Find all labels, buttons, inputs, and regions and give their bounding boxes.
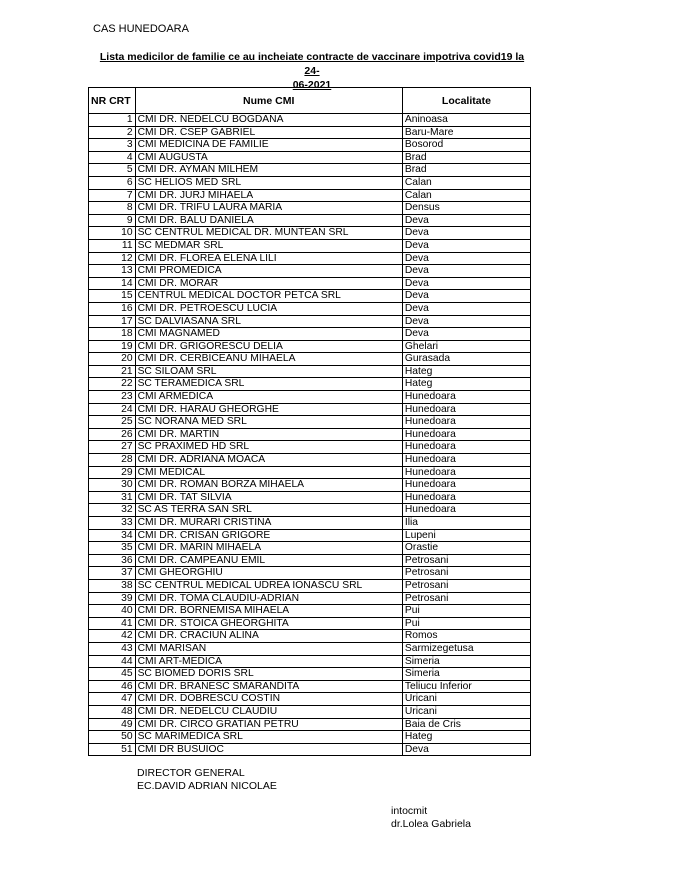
locality-cell: Deva xyxy=(402,302,530,315)
director-signature-block xyxy=(137,767,277,793)
row-number-cell: 30 xyxy=(89,479,136,492)
clinic-name-cell: CMI DR. AYMAN MILHEM xyxy=(135,164,402,177)
row-number-cell: 47 xyxy=(89,693,136,706)
locality-cell: Ghelari xyxy=(402,340,530,353)
table-row xyxy=(89,705,531,718)
clinic-name-cell: CMI MAGNAMED xyxy=(135,328,402,341)
table-row xyxy=(89,227,531,240)
organization-name: CAS HUNEDOARA xyxy=(93,23,189,35)
row-number-cell: 7 xyxy=(89,189,136,202)
row-number-cell: 49 xyxy=(89,718,136,731)
prepared-by-block xyxy=(391,805,471,831)
prepared-by-name: dr.Lolea Gabriela xyxy=(391,818,471,830)
locality-cell: Hateg xyxy=(402,378,530,391)
row-number-cell: 15 xyxy=(89,290,136,303)
table-row xyxy=(89,202,531,215)
table-row xyxy=(89,655,531,668)
table-row xyxy=(89,428,531,441)
table-row xyxy=(89,617,531,630)
row-number-cell: 13 xyxy=(89,265,136,278)
table-body xyxy=(89,114,531,756)
table-row xyxy=(89,579,531,592)
row-number-cell: 31 xyxy=(89,491,136,504)
row-number-cell: 42 xyxy=(89,630,136,643)
row-number-cell: 40 xyxy=(89,605,136,618)
clinic-name-cell: CMI DR. CERBICEANU MIHAELA xyxy=(135,353,402,366)
table-row xyxy=(89,164,531,177)
locality-cell: Simeria xyxy=(402,668,530,681)
table-row xyxy=(89,265,531,278)
clinic-name-cell: SC HELIOS MED SRL xyxy=(135,176,402,189)
row-number-cell: 3 xyxy=(89,139,136,152)
row-number-cell: 11 xyxy=(89,239,136,252)
locality-cell: Petrosani xyxy=(402,554,530,567)
row-number-cell: 32 xyxy=(89,504,136,517)
clinic-name-cell: SC CENTRUL MEDICAL UDREA IONASCU SRL xyxy=(135,579,402,592)
row-number-cell: 34 xyxy=(89,529,136,542)
table-row xyxy=(89,214,531,227)
row-number-cell: 50 xyxy=(89,731,136,744)
locality-cell: Gurasada xyxy=(402,353,530,366)
clinic-name-cell: CMI DR. DOBRESCU COSTIN xyxy=(135,693,402,706)
row-number-cell: 41 xyxy=(89,617,136,630)
locality-cell: Hunedoara xyxy=(402,454,530,467)
table-row xyxy=(89,416,531,429)
clinic-name-cell: CMI DR. TRIFU LAURA MARIA xyxy=(135,202,402,215)
clinic-name-cell: CMI DR. ROMAN BORZA MIHAELA xyxy=(135,479,402,492)
clinic-name-cell: SC PRAXIMED HD SRL xyxy=(135,441,402,454)
table-row xyxy=(89,277,531,290)
row-number-cell: 18 xyxy=(89,328,136,341)
locality-cell: Hunedoara xyxy=(402,504,530,517)
table-row xyxy=(89,731,531,744)
locality-cell: Deva xyxy=(402,252,530,265)
row-number-cell: 51 xyxy=(89,743,136,756)
table-row xyxy=(89,252,531,265)
table-row xyxy=(89,630,531,643)
locality-cell: Deva xyxy=(402,214,530,227)
column-header-name: Nume CMI xyxy=(135,88,402,114)
clinic-name-cell: SC CENTRUL MEDICAL DR. MUNTEAN SRL xyxy=(135,227,402,240)
director-name: EC.DAVID ADRIAN NICOLAE xyxy=(137,780,277,792)
row-number-cell: 27 xyxy=(89,441,136,454)
table-row xyxy=(89,542,531,555)
locality-cell: Hateg xyxy=(402,365,530,378)
clinic-name-cell: SC NORANA MED SRL xyxy=(135,416,402,429)
locality-cell: Petrosani xyxy=(402,567,530,580)
row-number-cell: 22 xyxy=(89,378,136,391)
table-row xyxy=(89,454,531,467)
document-title xyxy=(92,50,532,92)
table-row xyxy=(89,126,531,139)
table-row xyxy=(89,353,531,366)
locality-cell: Baru-Mare xyxy=(402,126,530,139)
title-line-2: 06-2021 xyxy=(292,79,332,91)
table-row xyxy=(89,504,531,517)
row-number-cell: 1 xyxy=(89,114,136,127)
locality-cell: Pui xyxy=(402,605,530,618)
locality-cell: Brad xyxy=(402,151,530,164)
locality-cell: Deva xyxy=(402,743,530,756)
table-row xyxy=(89,605,531,618)
clinic-name-cell: CMI ART-MEDICA xyxy=(135,655,402,668)
table-row xyxy=(89,176,531,189)
table-row xyxy=(89,365,531,378)
locality-cell: Deva xyxy=(402,239,530,252)
table-row xyxy=(89,479,531,492)
table-row xyxy=(89,391,531,404)
row-number-cell: 20 xyxy=(89,353,136,366)
clinic-name-cell: CMI MARISAN xyxy=(135,642,402,655)
clinic-name-cell: CMI DR. CAMPEANU EMIL xyxy=(135,554,402,567)
locality-cell: Calan xyxy=(402,189,530,202)
row-number-cell: 48 xyxy=(89,705,136,718)
row-number-cell: 46 xyxy=(89,680,136,693)
row-number-cell: 17 xyxy=(89,315,136,328)
clinic-name-cell: CMI DR. TOMA CLAUDIU-ADRIAN xyxy=(135,592,402,605)
title-line-1: Lista medicilor de familie ce au incheiate contracte de vaccinare impotriva covid19 la 24- xyxy=(99,51,525,77)
row-number-cell: 39 xyxy=(89,592,136,605)
table-row xyxy=(89,466,531,479)
table-row xyxy=(89,680,531,693)
locality-cell: Deva xyxy=(402,315,530,328)
clinic-name-cell: CMI DR. NEDELCU CLAUDIU xyxy=(135,705,402,718)
table-row xyxy=(89,114,531,127)
table-row xyxy=(89,378,531,391)
clinic-name-cell: CMI DR. TAT SILVIA xyxy=(135,491,402,504)
clinic-name-cell: CMI DR. STOICA GHEORGHITA xyxy=(135,617,402,630)
locality-cell: Bosorod xyxy=(402,139,530,152)
clinic-name-cell: CMI DR. BORNEMISA MIHAELA xyxy=(135,605,402,618)
clinic-name-cell: CMI DR. CSEP GABRIEL xyxy=(135,126,402,139)
physicians-table xyxy=(88,87,531,756)
locality-cell: Orastie xyxy=(402,542,530,555)
clinic-name-cell: SC TERAMEDICA SRL xyxy=(135,378,402,391)
clinic-name-cell: CMI DR. MARTIN xyxy=(135,428,402,441)
clinic-name-cell: CMI DR. CRISAN GRIGORE xyxy=(135,529,402,542)
row-number-cell: 10 xyxy=(89,227,136,240)
locality-cell: Hunedoara xyxy=(402,403,530,416)
row-number-cell: 37 xyxy=(89,567,136,580)
locality-cell: Deva xyxy=(402,277,530,290)
column-header-nr: NR CRT xyxy=(89,88,136,114)
locality-cell: Petrosani xyxy=(402,592,530,605)
locality-cell: Ilia xyxy=(402,517,530,530)
locality-cell: Hunedoara xyxy=(402,479,530,492)
clinic-name-cell: CMI DR. FLOREA ELENA LILI xyxy=(135,252,402,265)
table-row xyxy=(89,302,531,315)
locality-cell: Hunedoara xyxy=(402,391,530,404)
director-title: DIRECTOR GENERAL xyxy=(137,767,245,779)
row-number-cell: 12 xyxy=(89,252,136,265)
locality-cell: Sarmizegetusa xyxy=(402,642,530,655)
clinic-name-cell: SC DALVIASANA SRL xyxy=(135,315,402,328)
table-row xyxy=(89,491,531,504)
row-number-cell: 29 xyxy=(89,466,136,479)
locality-cell: Calan xyxy=(402,176,530,189)
row-number-cell: 43 xyxy=(89,642,136,655)
clinic-name-cell: CMI DR. BALU DANIELA xyxy=(135,214,402,227)
row-number-cell: 19 xyxy=(89,340,136,353)
clinic-name-cell: CMI ARMEDICA xyxy=(135,391,402,404)
prepared-by-label: intocmit xyxy=(391,805,428,817)
table-row xyxy=(89,642,531,655)
table-row xyxy=(89,517,531,530)
clinic-name-cell: CENTRUL MEDICAL DOCTOR PETCA SRL xyxy=(135,290,402,303)
row-number-cell: 28 xyxy=(89,454,136,467)
row-number-cell: 6 xyxy=(89,176,136,189)
locality-cell: Hunedoara xyxy=(402,441,530,454)
clinic-name-cell: SC AS TERRA SAN SRL xyxy=(135,504,402,517)
locality-cell: Teliucu Inferior xyxy=(402,680,530,693)
locality-cell: Deva xyxy=(402,265,530,278)
clinic-name-cell: CMI DR. PETROESCU LUCIA xyxy=(135,302,402,315)
table-row xyxy=(89,151,531,164)
row-number-cell: 21 xyxy=(89,365,136,378)
locality-cell: Uricani xyxy=(402,705,530,718)
table-row xyxy=(89,693,531,706)
locality-cell: Hunedoara xyxy=(402,428,530,441)
clinic-name-cell: CMI AUGUSTA xyxy=(135,151,402,164)
clinic-name-cell: CMI DR. MORAR xyxy=(135,277,402,290)
clinic-name-cell: SC MARIMEDICA SRL xyxy=(135,731,402,744)
locality-cell: Brad xyxy=(402,164,530,177)
clinic-name-cell: CMI DR. NEDELCU BOGDANA xyxy=(135,114,402,127)
row-number-cell: 24 xyxy=(89,403,136,416)
table-row xyxy=(89,592,531,605)
clinic-name-cell: SC BIOMED DORIS SRL xyxy=(135,668,402,681)
row-number-cell: 23 xyxy=(89,391,136,404)
row-number-cell: 8 xyxy=(89,202,136,215)
row-number-cell: 2 xyxy=(89,126,136,139)
clinic-name-cell: CMI DR. MARIN MIHAELA xyxy=(135,542,402,555)
row-number-cell: 9 xyxy=(89,214,136,227)
locality-cell: Pui xyxy=(402,617,530,630)
locality-cell: Deva xyxy=(402,227,530,240)
row-number-cell: 36 xyxy=(89,554,136,567)
table-row xyxy=(89,139,531,152)
row-number-cell: 45 xyxy=(89,668,136,681)
table-row xyxy=(89,441,531,454)
clinic-name-cell: SC SILOAM SRL xyxy=(135,365,402,378)
table-header-row xyxy=(89,88,531,114)
table-row xyxy=(89,340,531,353)
clinic-name-cell: CMI DR. HARAU GHEORGHE xyxy=(135,403,402,416)
row-number-cell: 5 xyxy=(89,164,136,177)
locality-cell: Romos xyxy=(402,630,530,643)
row-number-cell: 35 xyxy=(89,542,136,555)
table-row xyxy=(89,189,531,202)
table-row xyxy=(89,239,531,252)
locality-cell: Lupeni xyxy=(402,529,530,542)
clinic-name-cell: CMI PROMEDICA xyxy=(135,265,402,278)
row-number-cell: 16 xyxy=(89,302,136,315)
table-row xyxy=(89,554,531,567)
clinic-name-cell: CMI MEDICINA DE FAMILIE xyxy=(135,139,402,152)
locality-cell: Hateg xyxy=(402,731,530,744)
clinic-name-cell: CMI DR BUSUIOC xyxy=(135,743,402,756)
clinic-name-cell: CMI DR. MURARI CRISTINA xyxy=(135,517,402,530)
row-number-cell: 14 xyxy=(89,277,136,290)
table-row xyxy=(89,403,531,416)
table-row xyxy=(89,743,531,756)
row-number-cell: 25 xyxy=(89,416,136,429)
row-number-cell: 38 xyxy=(89,579,136,592)
locality-cell: Hunedoara xyxy=(402,491,530,504)
row-number-cell: 44 xyxy=(89,655,136,668)
table-row xyxy=(89,668,531,681)
locality-cell: Deva xyxy=(402,290,530,303)
table-row xyxy=(89,328,531,341)
clinic-name-cell: CMI GHEORGHIU xyxy=(135,567,402,580)
locality-cell: Densus xyxy=(402,202,530,215)
column-header-locality: Localitate xyxy=(402,88,530,114)
table-row xyxy=(89,567,531,580)
locality-cell: Baia de Cris xyxy=(402,718,530,731)
clinic-name-cell: CMI DR. CRACIUN ALINA xyxy=(135,630,402,643)
clinic-name-cell: CMI DR. JURJ MIHAELA xyxy=(135,189,402,202)
clinic-name-cell: CMI MEDICAL xyxy=(135,466,402,479)
table-row xyxy=(89,529,531,542)
row-number-cell: 26 xyxy=(89,428,136,441)
table-row xyxy=(89,315,531,328)
locality-cell: Aninoasa xyxy=(402,114,530,127)
clinic-name-cell: CMI DR. GRIGORESCU DELIA xyxy=(135,340,402,353)
clinic-name-cell: CMI DR. CIRCO GRATIAN PETRU xyxy=(135,718,402,731)
table-row xyxy=(89,718,531,731)
locality-cell: Deva xyxy=(402,328,530,341)
locality-cell: Hunedoara xyxy=(402,466,530,479)
clinic-name-cell: CMI DR. ADRIANA MOACA xyxy=(135,454,402,467)
locality-cell: Petrosani xyxy=(402,579,530,592)
locality-cell: Simeria xyxy=(402,655,530,668)
row-number-cell: 33 xyxy=(89,517,136,530)
locality-cell: Uricani xyxy=(402,693,530,706)
clinic-name-cell: CMI DR. BRANESC SMARANDITA xyxy=(135,680,402,693)
table-row xyxy=(89,290,531,303)
locality-cell: Hunedoara xyxy=(402,416,530,429)
row-number-cell: 4 xyxy=(89,151,136,164)
clinic-name-cell: SC MEDMAR SRL xyxy=(135,239,402,252)
